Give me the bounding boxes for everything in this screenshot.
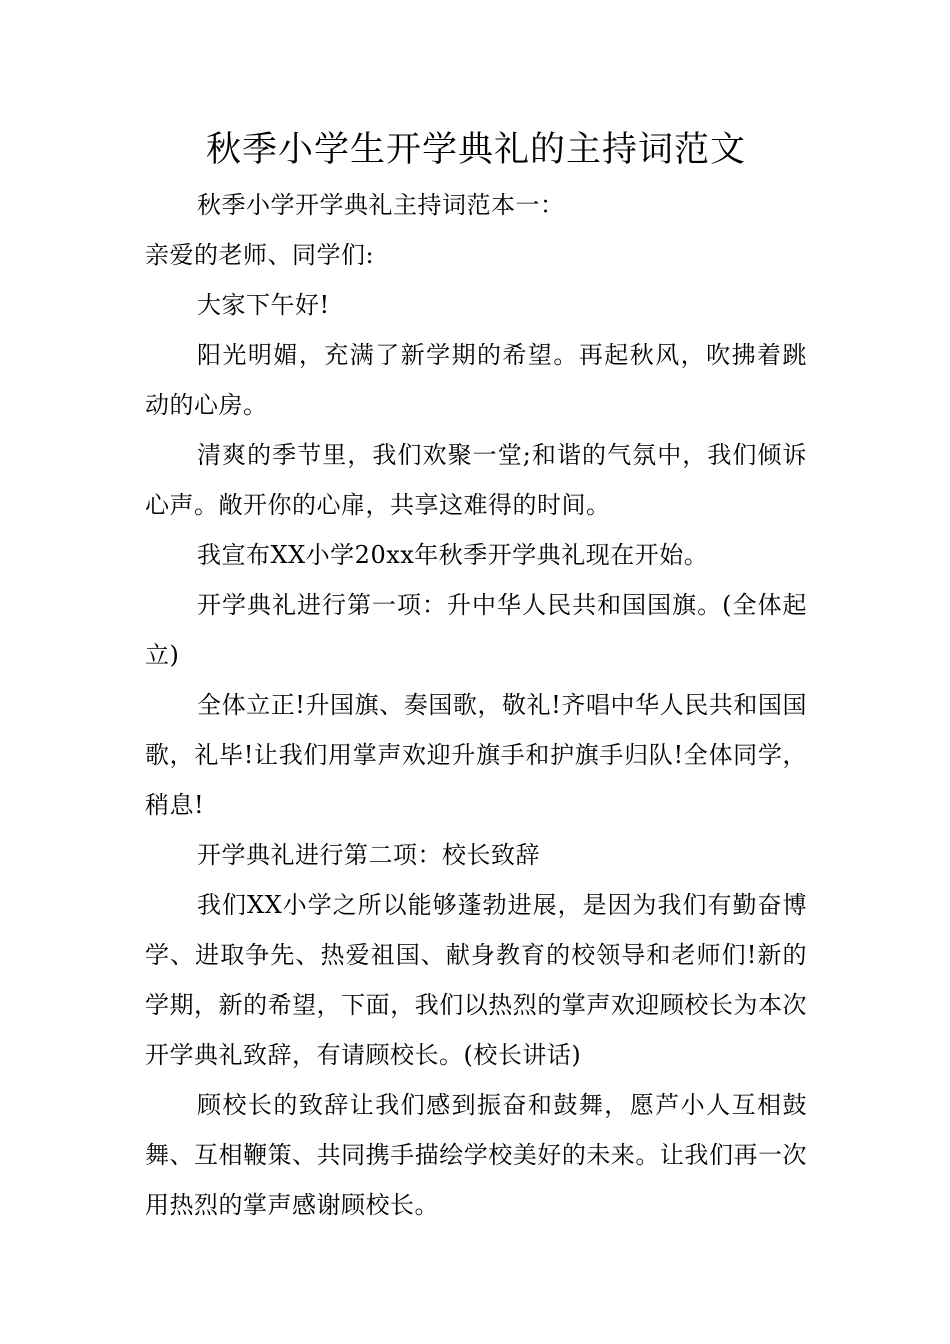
document-page — [145, 126, 807, 1230]
paragraph-1: 秋季小学开学典礼主持词范本一： — [197, 191, 565, 219]
paragraph-8: 全体立正!升国旗、奏国歌，敬礼!齐唱中华人民共和国国歌，礼毕!让我们用掌声欢迎升旗手和护旗手归队!全体同学，稍息! — [145, 691, 807, 819]
paragraph-11: 顾校长的致辞让我们感到振奋和鼓舞，愿芦小人互相鼓舞、互相鞭策、共同携手描绘学校美好的未来。让我们再一次用热烈的掌声感谢顾校长。 — [145, 1091, 807, 1219]
document-title: 秋季小学生开学典礼的主持词范文 — [205, 130, 746, 170]
paragraph-7: 开学典礼进行第一项：升中华人民共和国国旗。(全体起立) — [145, 591, 807, 669]
paragraph-9: 开学典礼进行第二项：校长致辞 — [197, 841, 540, 869]
paragraph-6: 我宣布XX小学20xx年秋季开学典礼现在开始。 — [197, 541, 709, 569]
paragraph-4: 阳光明媚，充满了新学期的希望。再起秋风，吹拂着跳动的心房。 — [145, 341, 807, 419]
paragraph-10: 我们XX小学之所以能够蓬勃进展，是因为我们有勤奋博学、进取争先、热爱祖国、献身教育的校领导和老师们!新的学期，新的希望，下面，我们以热烈的掌声欢迎顾校长为本次开学典礼致辞，有请顾校长。(校长讲话) — [145, 891, 807, 1069]
paragraph-3: 大家下午好! — [197, 291, 330, 319]
paragraph-2: 亲爱的老师、同学们: — [145, 241, 375, 269]
paragraph-5: 清爽的季节里，我们欢聚一堂;和谐的气氛中，我们倾诉心声。敞开你的心扉，共享这难得的时间。 — [145, 441, 807, 519]
document-body — [145, 180, 807, 1230]
